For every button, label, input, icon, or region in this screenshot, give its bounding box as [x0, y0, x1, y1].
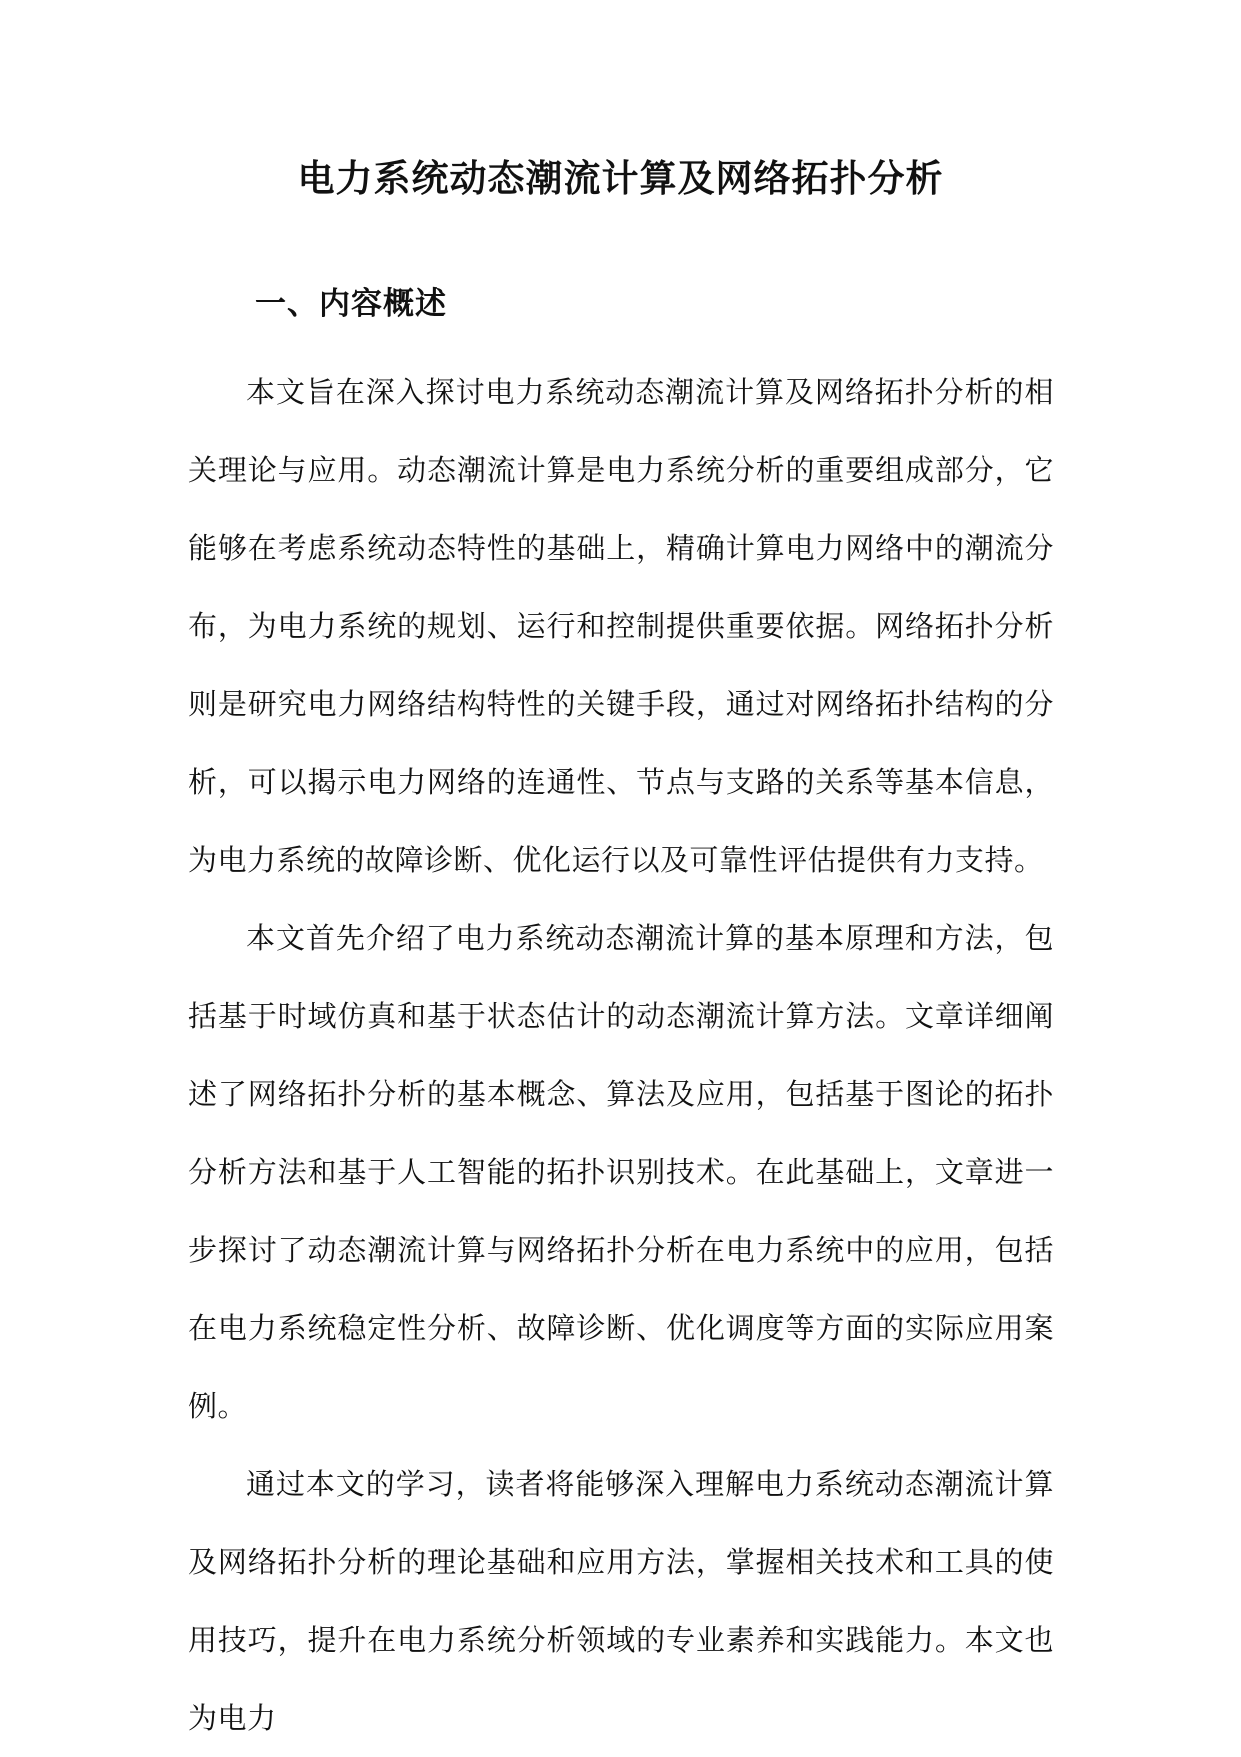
document-title: 电力系统动态潮流计算及网络拓扑分析	[297, 156, 944, 200]
paragraph: 通过本文的学习，读者将能够深入理解电力系统动态潮流计算及网络拓扑分析的理论基础和应用方法，掌握相关技术和工具的使用技巧，提升在电力系统分析领域的专业素养和实践能力。本文也为电力	[188, 1467, 1054, 1735]
document-body	[188, 353, 1054, 1757]
paragraph: 本文旨在深入探讨电力系统动态潮流计算及网络拓扑分析的相关理论与应用。动态潮流计算是电力系统分析的重要组成部分，它能够在考虑系统动态特性的基础上，精确计算电力网络中的潮流分布，为电力系统的规划、运行和控制提供重要依据。网络拓扑分析则是研究电力网络结构特性的关键手段，通过对网络拓扑结构的分析，可以揭示电力网络的连通性、节点与支路的关系等基本信息，为电力系统的故障诊断、优化运行以及可靠性评估提供有力支持。	[188, 375, 1054, 877]
section-heading: 一、内容概述	[255, 286, 447, 322]
paragraph: 本文首先介绍了电力系统动态潮流计算的基本原理和方法，包括基于时域仿真和基于状态估计的动态潮流计算方法。文章详细阐述了网络拓扑分析的基本概念、算法及应用，包括基于图论的拓扑分析方法和基于人工智能的拓扑识别技术。在此基础上，文章进一步探讨了动态潮流计算与网络拓扑分析在电力系统中的应用，包括在电力系统稳定性分析、故障诊断、优化调度等方面的实际应用案例。	[188, 921, 1054, 1423]
